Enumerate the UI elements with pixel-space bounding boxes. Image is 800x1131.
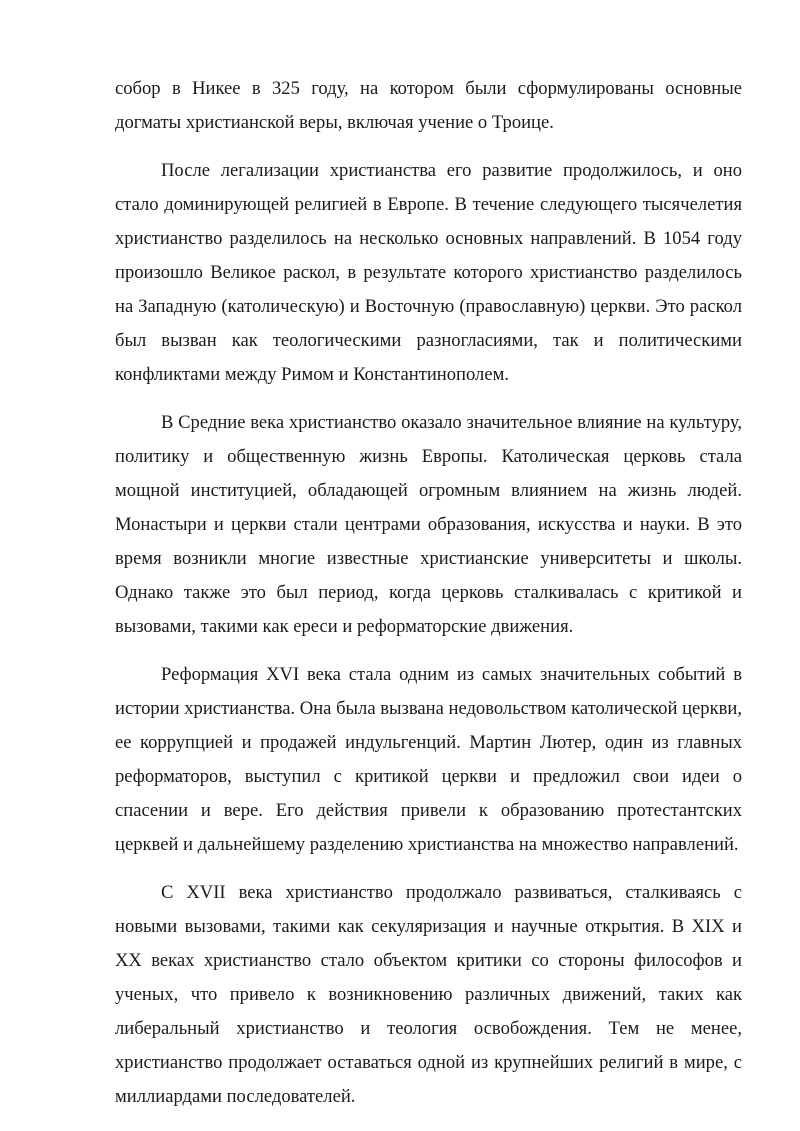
document-body (115, 72, 742, 1128)
paragraph-middle-ages: В Средние века христианство оказало значительное влияние на культуру, политику и общественную жизнь Европы. Католическая церковь стала мощной институцией, обладающей огромным влиянием на жизнь людей. Монастыри и церкви стали центрами образования, искусства и науки. В это время возникли многие известные христианские университеты и школы. Однако также это был период, когда церковь сталкивалась с критикой и вызовами, такими как ереси и реформаторские движения. (115, 412, 742, 637)
paragraph-reformation: Реформация XVI века стала одним из самых значительных событий в истории христианства. Она была вызвана недовольством католической церкви, ее коррупцией и продажей индульгенций. Мартин Лютер, один из главных реформаторов, выступил с критикой церкви и предложил свои идеи о спасении и вере. Его действия привели к образованию протестантских церквей и дальнейшему разделению христианства на множество направлений. (115, 664, 742, 855)
paragraph-continuation: собор в Никее в 325 году, на котором были сформулированы основные догматы христианской веры, включая учение о Троице. (115, 78, 742, 133)
paragraph-legalization: После легализации христианства его развитие продолжилось, и оно стало доминирующей религией в Европе. В течение следующего тысячелетия христианство разделилось на несколько основных направлений. В 1054 году произошло Великое раскол, в результате которого христианство разделилось на Западную (католическую) и Восточную (православную) церкви. Это раскол был вызван как теологическими разногласиями, так и политическими конфликтами между Римом и Константинополем. (115, 160, 742, 385)
paragraph-modern-era: С XVII века христианство продолжало развиваться, сталкиваясь с новыми вызовами, такими как секуляризация и научные открытия. В XIX и XX веках христианство стало объектом критики со стороны философов и ученых, что привело к возникновению различных движений, таких как либеральный христианство и теология освобождения. Тем не менее, христианство продолжает оставаться одной из крупнейших религий в мире, с миллиардами последователей. (115, 882, 742, 1107)
